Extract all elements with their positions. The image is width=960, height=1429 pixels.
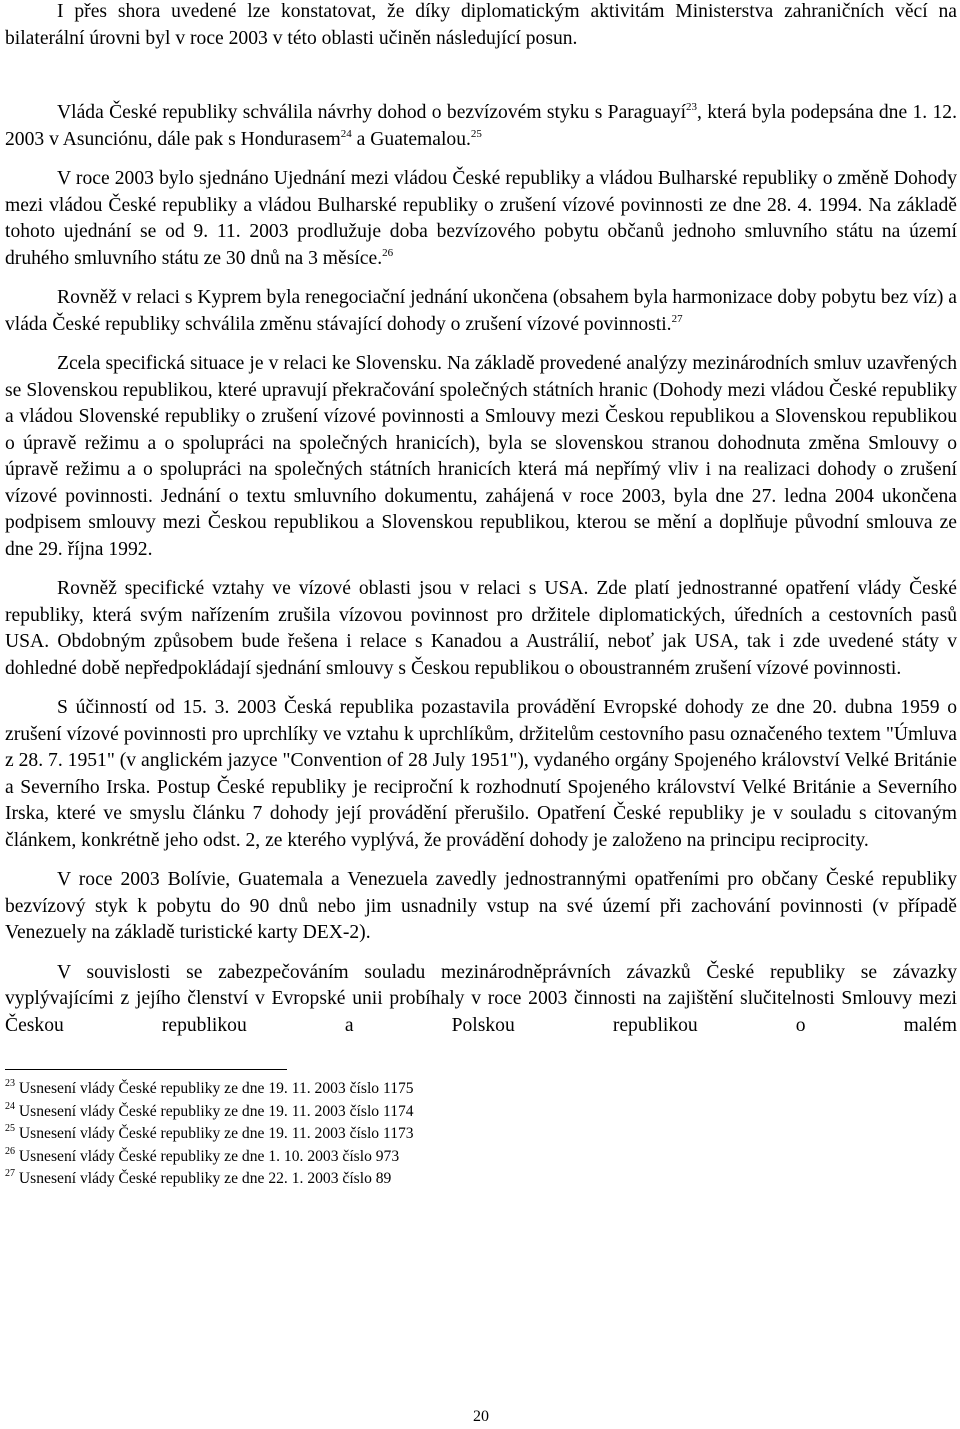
paragraph-6: Rovněž specifické vztahy ve vízové oblasti jsou v relaci s USA. Zde platí jednostranné opatření vlády České republiky, která svým nařízením zrušila vízovou povinnost pro držitele diplomatických, úředních a cestovních pasů USA. Obdobným způsobem bude řešena i relace s Kanadou a Austrálií, neboť jak USA, tak i zde uvedené státy v dohledné době nepředpokládají sjednání smlouvy s Českou republikou o oboustranném zrušení vízové povinnosti. [5, 578, 957, 679]
footnote-separator [5, 1069, 287, 1070]
paragraph-1: I přes shora uvedené lze konstatovat, že díky diplomatickým aktivitám Ministerstva zahraničních věcí na bilaterální úrovni byl v roce 2003 v této oblasti učiněn následující posun. [5, 1, 957, 49]
footnote-item: $^{23}$ Usnesení vlády České republiky ze dne 19. 11. 2003 číslo 1175 [5, 1078, 414, 1097]
footnote-item: $^{27}$ Usnesení vlády České republiky ze dne 22. 1. 2003 číslo 89 [5, 1168, 392, 1187]
paragraph-4: Rovněž v relaci s Kyprem byla renegociační jednání ukončena (obsahem byla harmonizace doby pobytu bez víz) a vláda České republiky schválila změnu stávající dohody o zrušení vízové povinnosti.$^{27}$ [5, 287, 957, 335]
footnotes [5, 1078, 957, 1191]
paragraph-3: V roce 2003 bylo sjednáno Ujednání mezi vládou České republiky a vládou Bulharské republiky o změně Dohody mezi vládou České republiky a vládou Bulharské republiky o zrušení vízové povinnosti ze dne 28. 4. 1994. Na základě tohoto ujednání se od 9. 11. 2003 prodlužuje doba bezvízového pobytu občanů jednoho smluvního státu na území druhého smluvního státu ze 30 dnů na 3 měsíce.$^{26}$ [5, 168, 957, 269]
document-page [5, 0, 958, 1425]
footnote-item: $^{24}$ Usnesení vlády České republiky ze dne 19. 11. 2003 číslo 1174 [5, 1100, 414, 1120]
footnote-ref[interactable]: 27 [671, 312, 683, 325]
paragraph-2: Vláda České republiky schválila návrhy dohod o bezvízovém styku s Paraguayí$^{23}$, která byla podepsána dne 1. 12. 2003 v Asunciónu, dále pak s Hondurasem$^{24}$ a Guatemalou.$^{25}$ [5, 101, 958, 150]
footnote-ref[interactable]: 25 [470, 127, 482, 140]
footnote-ref[interactable]: 23 [686, 101, 698, 113]
paragraph-5: Zcela specifická situace je v relaci ke Slovensku. Na základě provedené analýzy mezinárodních smluv uzavřených se Slovenskou republikou, které upravují překračování společných státních hranic (Dohody mezi vládou České republiky a vládou Slovenské republiky o zrušení vízové povinnosti a Smlouvy mezi Českou republikou a Slovenskou republikou o úpravě režimu a o spolupráci na společných hranicích), byla se slovenskou stranou dohodnuta změna Smlouvy o úpravě režimu a o spolupráci na společných státních hranicích která má nepřímý vliv i na realizaci dohody o zrušení vízové povinnosti. Jednání o textu smluvního dokumentu, zahájená v roce 2003, byla dne 27. ledna 2004 ukončena podpisem smlouvy mezi Českou republikou a Slovenskou republikou, kterou se mění a doplňuje původní smlouva ze dne 29. října 1992. [5, 353, 957, 560]
footnote-ref[interactable]: 24 [340, 127, 352, 140]
footnote-item: $^{25}$ Usnesení vlády České republiky ze dne 19. 11. 2003 číslo 1173 [5, 1123, 414, 1142]
footnote-item: $^{26}$ Usnesení vlády České republiky ze dne 1. 10. 2003 číslo 973 [5, 1145, 400, 1165]
paragraph-8: V roce 2003 Bolívie, Guatemala a Venezuela zavedly jednostrannými opatřeními pro občany České republiky bezvízový styk k pobytu do 90 dnů nebo jim usnadnily vstup na své území při zachování povinnosti (v případě Venezuely na základě turistické karty DEX-2). [5, 869, 957, 943]
page-number: 20 [473, 1408, 489, 1425]
footnote-ref[interactable]: 26 [382, 246, 394, 259]
paragraph-7: S účinností od 15. 3. 2003 Česká republika pozastavila provádění Evropské dohody ze dne 20. dubna 1959 o zrušení vízové povinnosti pro uprchlíky ve vztahu k uprchlíkům, držitelům cestovního pasu označeného textem "Úmluva z 28. 7. 1951" (v anglickém jazyce "Convention of 28 July 1951"), vydaného orgány Spojeného království Velké Británie a Severního Irska. Postup České republiky je reciproční k rozhodnutí Spojeného království Velké Británie a Severního Irska, které ve smyslu článku 7 dohody její provádění přerušilo. Opatření České republiky je v souladu s citovaným článkem, konkrétně jeho odst. 2, ze kterého vyplývá, že provádění dohody je založeno na principu reciprocity. [5, 697, 957, 851]
paragraph-9: V souvislosti se zabezpečováním souladu mezinárodněprávních závazků České republiky se závazky vyplývajícími z jejího členství v Evropské unii probíhaly v roce 2003 činnosti na zajištění slučitelnosti Smlouvy mezi Českou republikou a Polskou republikou o malém [5, 961, 957, 1036]
